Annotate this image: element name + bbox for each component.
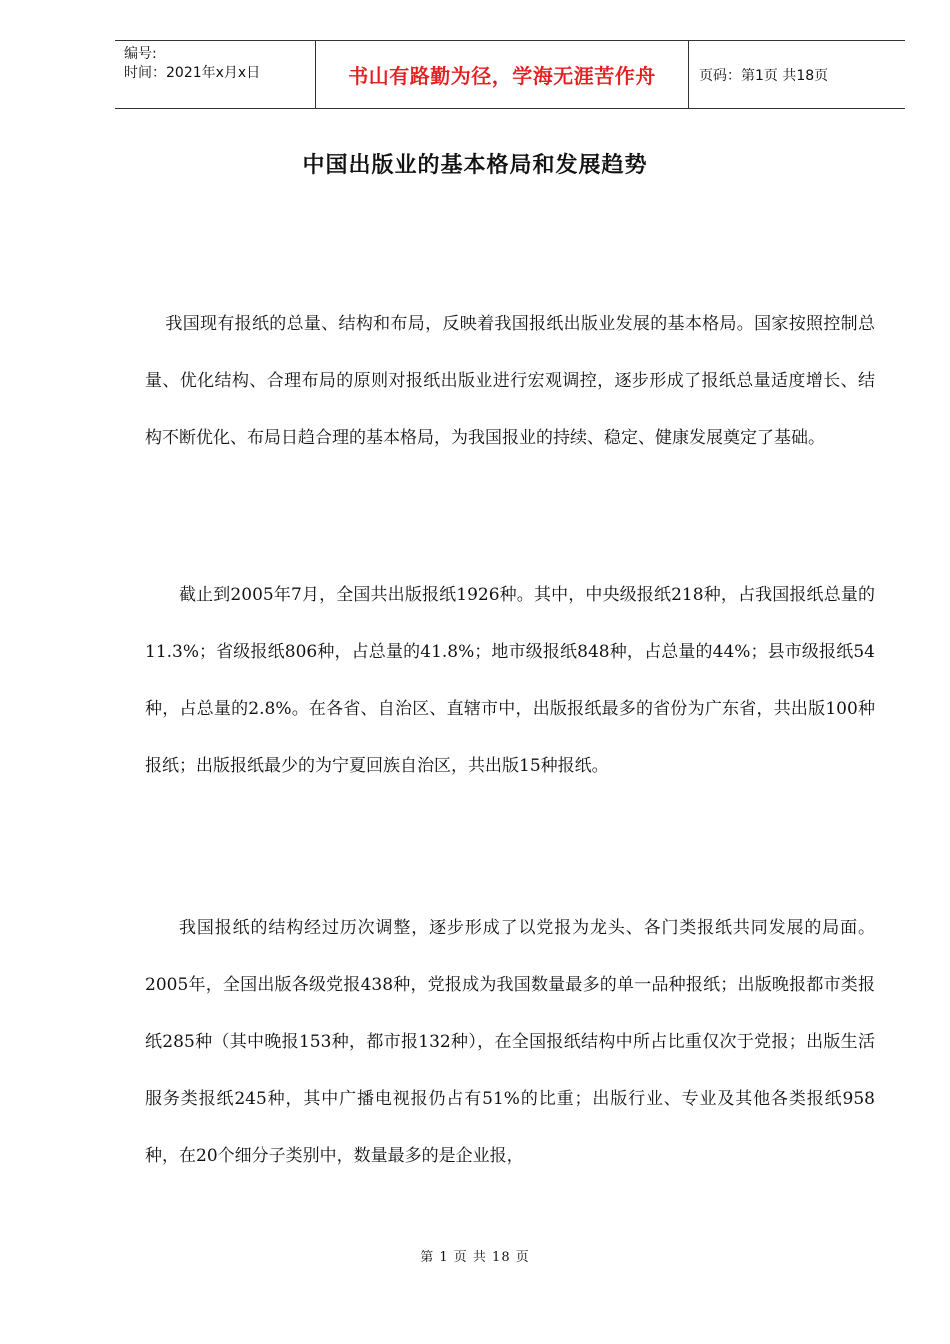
page-footer: 第 1 页 共 18 页 (420, 1250, 530, 1265)
paragraph-3: 我国报纸的结构经过历次调整，逐步形成了以党报为龙头、各门类报纸共同发展的局面。2005年，全国出版各级党报438种，党报成为我国数量最多的单一品种报纸；出版晚报都市类报纸285种（其中晚报153种，都市报132种），在全国报纸结构中所占比重仅次于党报；出版生活服务类报纸245种，其中广播电视报仍占有51%的比重；出版行业、专业及其他各类报纸958种，在20个细分子类别中，数量最多的是企业报， (145, 918, 875, 1166)
header-motto-cell (316, 41, 689, 108)
serial-number-label: 编号: (124, 46, 157, 62)
header-page-cell (689, 41, 905, 108)
motto-text: 书山有路勤为径，学海无涯苦作舟 (348, 64, 656, 88)
document-title: 中国出版业的基本格局和发展趋势 (302, 153, 648, 178)
paragraph-2: 截止到2005年7月，全国共出版报纸1926种。其中，中央级报纸218种，占我国报纸总量的11.3%；省级报纸806种，占总量的41.8%；地市级报纸848种，占总量的44%；县市级报纸54种，占总量的2.8%。在各省、自治区、直辖市中，出版报纸最多的省份为广东省，共出版100种报纸；出版报纸最少的为宁夏回族自治区，共出版15种报纸。 (145, 585, 875, 776)
header-page-info: 页码：第1页 共18页 (699, 67, 829, 84)
header-meta-cell (115, 41, 316, 108)
page-header (115, 40, 905, 109)
date-label: 时间：2021年x月x日 (124, 65, 261, 81)
paragraph-1: 我国现有报纸的总量、结构和布局，反映着我国报纸出版业发展的基本格局。国家按照控制总量、优化结构、合理布局的原则对报纸出版业进行宏观调控，逐步形成了报纸总量适度增长、结构不断优化、布局日趋合理的基本格局，为我国报业的持续、稳定、健康发展奠定了基础。 (145, 314, 875, 448)
